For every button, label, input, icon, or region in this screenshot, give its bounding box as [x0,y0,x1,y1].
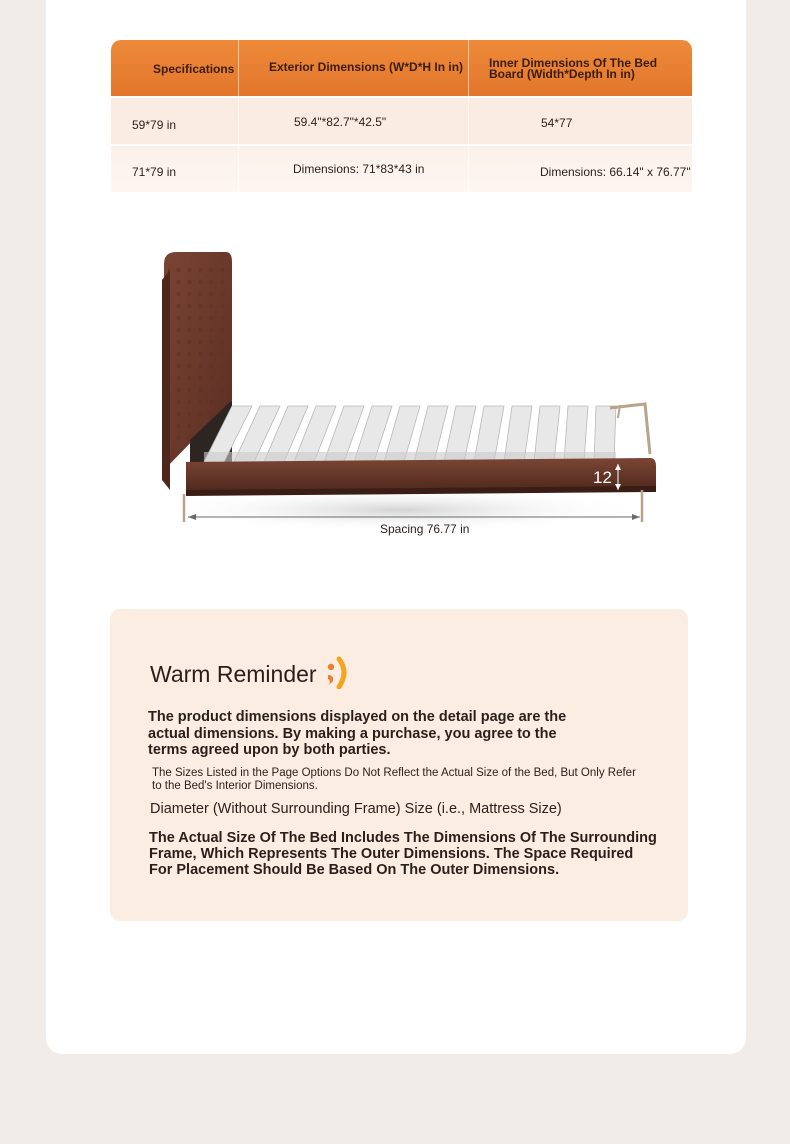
spec-table [111,40,692,192]
spec-table-header [111,40,692,96]
reminder-paragraph-1: The product dimensions displayed on the detail page are the actual dimensions. By making a purchase, you agree to the terms agreed upon by both parties. [148,709,567,758]
cell-exterior-value: Dimensions: 71*83*43 in [293,162,425,176]
reminder-paragraph-2: The Sizes Listed in the Page Options Do Not Reflect the Actual Size of the Bed, But Only Refer to the Bed's Interior Dimensions. [152,767,636,792]
reminder-paragraph-4: The Actual Size Of The Bed Includes The Dimensions Of The Surrounding Frame, Which Represents The Outer Dimensions. The Space Required For Placement Should Be Based On The Outer Dimensions. [149,830,657,878]
header-exterior-dimensions [239,40,468,96]
cell-inner-value: Dimensions: 66.14" x 76.77" [540,165,691,179]
header-specifications [111,40,238,96]
cell-spec [111,146,238,192]
cell-inner-value: 54*77 [541,116,573,130]
semicolon-accent-icon [325,655,351,689]
header-inner-dimensions-label: Inner Dimensions Of The Bed Board (Width*Depth In in) [489,56,658,81]
column-divider [238,40,239,192]
header-inner-dimensions [469,40,692,96]
column-divider [468,40,469,192]
table-row [111,146,692,192]
reminder-paragraph-3: Diameter (Without Surrounding Frame) Size (i.e., Mattress Size) [150,801,562,817]
warm-reminder-box [110,609,688,921]
bed-illustration-icon [140,240,670,550]
reminder-title: Warm Reminder [150,661,317,687]
table-row [111,98,692,144]
bed-illustration [140,240,670,550]
cell-inner [469,98,692,144]
cell-spec-value: 59*79 in [132,118,177,132]
header-exterior-dimensions-label: Exterior Dimensions (W*D*H In in) [269,60,464,74]
cell-exterior-value: 59.4"*82.7"*42.5" [294,115,387,129]
header-specifications-label: Specifications [153,62,235,76]
cell-spec [111,98,238,144]
spacing-label: Spacing 76.77 in [380,522,470,536]
cell-exterior [239,146,468,192]
cell-spec-value: 71*79 in [132,165,177,179]
cell-inner [469,146,692,192]
height-label: 12 [593,468,612,487]
cell-exterior [239,98,468,144]
